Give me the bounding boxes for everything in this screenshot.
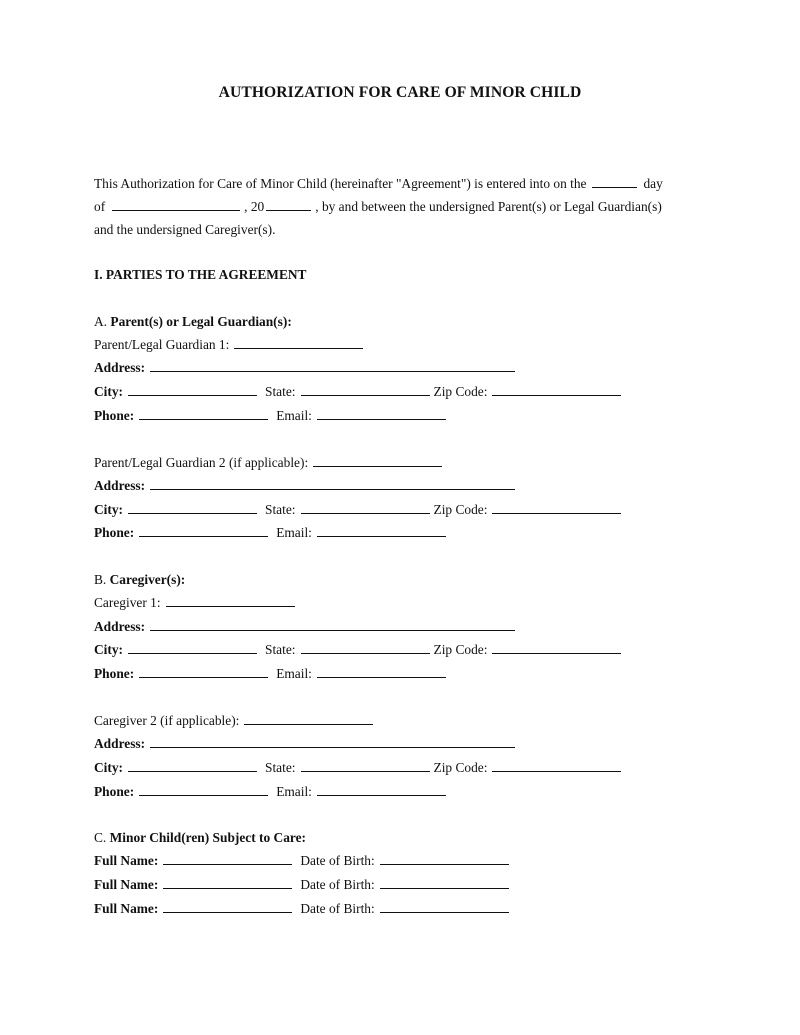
subsection-a-heading [94,314,292,330]
caregiver1-phone-row [94,666,450,682]
child1-name-blank[interactable] [163,853,292,865]
email-label: Email: [276,666,312,681]
subsection-a-prefix: A. [94,314,108,329]
guardian2-address-blank[interactable] [150,478,515,490]
guardian1-city-blank[interactable] [128,384,257,396]
zip-label: Zip Code: [433,642,488,657]
guardian1-label: Parent/Legal Guardian 1: [94,337,230,352]
zip-label: Zip Code: [433,384,488,399]
child2-dob-blank[interactable] [380,877,509,889]
zip-label: Zip Code: [433,760,488,775]
intro-line-2 [94,199,662,215]
guardian2-name-blank[interactable] [313,455,442,467]
subsection-c-title: Minor Child(ren) Subject to Care: [109,830,307,845]
address-label: Address: [94,619,146,634]
state-label: State: [265,760,296,775]
guardian1-row [94,337,367,353]
guardian2-city-row [94,502,625,518]
guardian2-city-blank[interactable] [128,502,257,514]
zip-label: Zip Code: [433,502,488,517]
address-label: Address: [94,360,146,375]
subsection-b-prefix: B. [94,572,107,587]
subsection-c-prefix: C. [94,830,107,845]
child3-dob-blank[interactable] [380,901,509,913]
guardian1-address-row [94,360,519,376]
city-label: City: [94,502,124,517]
guardian1-address-blank[interactable] [150,360,515,372]
subsection-b-title: Caregiver(s): [109,572,186,587]
intro-of-word: of [94,199,106,214]
subsection-a-title: Parent(s) or Legal Guardian(s): [110,314,292,329]
intro-line-3 [94,222,275,238]
caregiver1-zip-blank[interactable] [492,642,621,654]
caregiver2-city-blank[interactable] [128,760,257,772]
dob-label: Date of Birth: [300,901,375,916]
caregiver2-row [94,713,377,729]
full-name-label: Full Name: [94,901,159,916]
child3-name-blank[interactable] [163,901,292,913]
intro-text-1: This Authorization for Care of Minor Child (hereinafter "Agreement") is entered into on the [94,176,587,191]
state-label: State: [265,502,296,517]
caregiver1-city-blank[interactable] [128,642,257,654]
document-title: AUTHORIZATION FOR CARE OF MINOR CHILD [218,84,582,101]
intro-text-2: , by and between the undersigned Parent(s) or Legal Guardian(s) [315,199,662,214]
year-blank[interactable] [266,199,311,211]
guardian2-state-blank[interactable] [301,502,430,514]
caregiver2-phone-blank[interactable] [139,784,268,796]
caregiver1-address-row [94,619,519,635]
guardian2-phone-row [94,525,450,541]
guardian1-state-blank[interactable] [301,384,430,396]
caregiver2-address-blank[interactable] [150,736,515,748]
child1-row [94,853,513,869]
state-label: State: [265,642,296,657]
email-label: Email: [276,408,312,423]
address-label: Address: [94,736,146,751]
section-heading-parties: I. PARTIES TO THE AGREEMENT [94,267,307,282]
subsection-b-heading [94,572,185,588]
intro-text-3: and the undersigned Caregiver(s). [94,222,276,237]
guardian2-label: Parent/Legal Guardian 2 (if applicable): [94,455,309,470]
guardian2-address-row [94,478,519,494]
city-label: City: [94,642,124,657]
month-blank[interactable] [112,199,240,211]
email-label: Email: [276,784,312,799]
subsection-c-heading [94,830,306,846]
city-label: City: [94,760,124,775]
child2-row [94,877,513,893]
phone-label: Phone: [94,525,135,540]
caregiver2-address-row [94,736,519,752]
caregiver2-phone-row [94,784,450,800]
guardian2-phone-blank[interactable] [139,525,268,537]
full-name-label: Full Name: [94,877,159,892]
full-name-label: Full Name: [94,853,159,868]
caregiver1-row [94,595,299,611]
phone-label: Phone: [94,784,135,799]
caregiver2-label: Caregiver 2 (if applicable): [94,713,240,728]
caregiver2-state-blank[interactable] [301,760,430,772]
intro-day-word: day [643,176,663,191]
guardian1-phone-blank[interactable] [139,408,268,420]
caregiver1-name-blank[interactable] [166,595,295,607]
guardian1-zip-blank[interactable] [492,384,621,396]
caregiver1-label: Caregiver 1: [94,595,161,610]
caregiver2-name-blank[interactable] [244,713,373,725]
caregiver2-zip-blank[interactable] [492,760,621,772]
guardian2-zip-blank[interactable] [492,502,621,514]
guardian2-email-blank[interactable] [317,525,446,537]
guardian1-phone-row [94,408,450,424]
email-label: Email: [276,525,312,540]
guardian1-email-blank[interactable] [317,408,446,420]
caregiver1-address-blank[interactable] [150,619,515,631]
caregiver1-city-row [94,642,625,658]
intro-year-prefix: , 20 [244,199,265,214]
dob-label: Date of Birth: [300,877,375,892]
guardian1-city-row [94,384,625,400]
phone-label: Phone: [94,408,135,423]
child2-name-blank[interactable] [163,877,292,889]
caregiver2-email-blank[interactable] [317,784,446,796]
phone-label: Phone: [94,666,135,681]
day-blank[interactable] [592,176,637,188]
city-label: City: [94,384,124,399]
dob-label: Date of Birth: [300,853,375,868]
caregiver2-city-row [94,760,625,776]
intro-line-1 [94,176,663,192]
child1-dob-blank[interactable] [380,853,509,865]
caregiver1-email-blank[interactable] [317,666,446,678]
guardian2-row [94,455,446,471]
guardian1-name-blank[interactable] [234,337,363,349]
caregiver1-state-blank[interactable] [301,642,430,654]
state-label: State: [265,384,296,399]
address-label: Address: [94,478,146,493]
caregiver1-phone-blank[interactable] [139,666,268,678]
child3-row [94,901,513,917]
